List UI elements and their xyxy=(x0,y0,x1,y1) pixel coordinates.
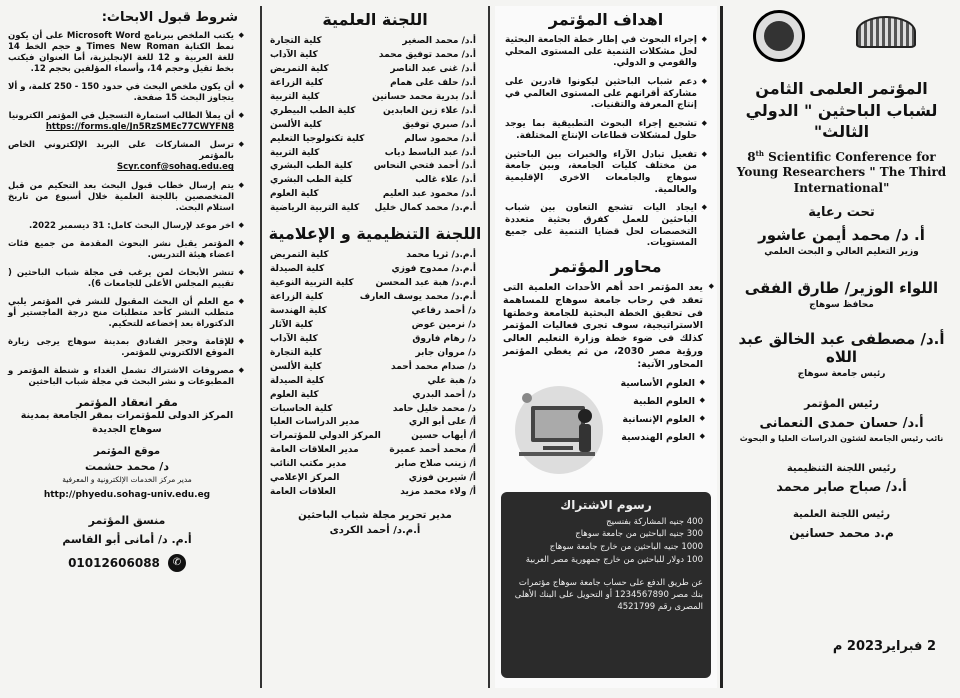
member-name: أ.م.د/ ممدوح فوزي xyxy=(391,264,476,275)
list-item: ◆ اخر موعد لإرسال البحث كامل: 31 ديسمبر 2022. xyxy=(8,221,244,232)
axes-intro: ◆ يعد المؤتمر احد أهم الأحداث العلمية التى تعقد في رحاب جامعة سوهاج للمساهمة فى تحقيق الخطة البحثية للجامعة وخطتها الاستراتيجية، سوف تجرى فعاليات المؤتمر كذلك فى ضوء خطة وزارة التعليم العالى ورؤية مصر 2030، من ثم يغطي المؤتمر المحاور الآتية: xyxy=(495,282,717,372)
committee-row xyxy=(262,147,488,161)
website-url-link[interactable]: http://phyedu.sohag-univ.edu.eg xyxy=(43,489,211,500)
registration-form-link[interactable]: https://forms.gle/Jn5RzSMEc77CWYFN8 xyxy=(45,122,234,133)
patron-minister-role: وزير التعليم العالي و البحث العلمي xyxy=(764,246,919,257)
member-name: أ.د/ غنى عبد الناصر xyxy=(390,63,476,74)
axes-list xyxy=(620,378,705,450)
committee-row xyxy=(262,319,488,333)
member-affiliation: كلية التمريض xyxy=(270,63,329,74)
member-name: د/ نرمين عوض xyxy=(411,319,476,330)
member-affiliation: كلية التربية xyxy=(270,91,320,102)
member-name: أ/ على أبو الري xyxy=(408,417,476,428)
conference-president-role: نائب رئيس الجامعة لشئون الدراسات العليا و البحوث xyxy=(739,433,944,443)
member-affiliation: كلية العلوم xyxy=(270,389,319,400)
list-item: ◆ أن يملأ الطالب استمارة التسجيل في المؤتمر الكترونيا https://forms.gle/Jn5RzSMEc77CWYFN8 xyxy=(8,111,244,133)
committee-row xyxy=(262,63,488,77)
member-affiliation: كلية العلوم xyxy=(270,189,319,200)
member-affiliation: كلية التجارة xyxy=(270,347,322,358)
conference-title-ar: المؤتمر العلمى الثامن لشباب الباحثين " الدولي الثالث" xyxy=(745,79,938,142)
member-affiliation: كلية الزراعة xyxy=(270,77,324,88)
committee-row xyxy=(262,249,488,263)
member-affiliation: كلية التجارة xyxy=(270,36,322,46)
committee-row xyxy=(262,403,488,417)
scientific-chair-label: رئيس اللجنة العلمية xyxy=(792,508,891,520)
axes-title: محاور المؤتمر xyxy=(550,257,662,276)
member-name: أ.د/ بدرية محمد حسانين xyxy=(372,91,476,102)
committee-row xyxy=(262,486,488,500)
committee-row xyxy=(262,430,488,444)
list-item: 300 جنيه الباحثين من جامعة سوهاج xyxy=(575,529,703,540)
member-name: أ.د/ أحمد فتحي النحاس xyxy=(373,161,476,172)
member-affiliation: كلية الألسن xyxy=(270,361,322,372)
member-name: أ.م.د/ ثريا محمد xyxy=(406,250,476,261)
member-name: أ/ ولاء محمد مزيد xyxy=(400,487,476,498)
list-item: ◆ مع العلم أن البحث المقبول للنشر في المؤتمر يلبي متطلب النشر كأحد متطلبات منح درجة الماجستير أو الدكتوراة بعد إخضاعه للتحكيم. xyxy=(8,297,244,330)
list-item: 100 دولار للباحثين من خارج جمهورية مصر العربية xyxy=(525,554,703,565)
committee-row xyxy=(262,119,488,133)
fees-box xyxy=(501,492,711,678)
list-item: ◆ للإقامة وحجز الفنادق بمدينة سوهاج يرجى زيارة الموقع الالكتروني للمؤتمر. xyxy=(8,337,244,359)
patron-governor-role: محافظ سوهاج xyxy=(809,299,874,310)
committee-row xyxy=(262,35,488,49)
member-name: د/ صدام محمد أحمد xyxy=(391,361,476,372)
committee-row xyxy=(262,347,488,361)
patron-minister-name: أ. د/ محمد أيمن عاشور xyxy=(758,225,925,244)
aims-title: اهداف المؤتمر xyxy=(548,10,664,29)
list-item: ◆ تشجيع إجراء البحوث التطبيقية بما يوجد حلول لمشكلات قطاعات الإنتاج المختلفة. xyxy=(505,119,707,142)
member-name: أ.د/ علاء زين العابدين xyxy=(382,105,476,116)
member-name: أ.د/ محمود عبد العليم xyxy=(382,189,476,200)
member-name: أ.د/ عبد الباسط دياب xyxy=(384,147,476,158)
list-item: ◆ العلوم الإنسانية xyxy=(620,414,705,425)
member-affiliation: كلية الحاسبات xyxy=(270,403,333,414)
patron-president-role: رئيس جامعة سوهاج xyxy=(797,368,886,379)
committee-row xyxy=(262,277,488,291)
committee-row xyxy=(262,133,488,147)
member-name: أ.د/ محمد توفيق محمد xyxy=(378,49,476,60)
member-affiliation: كلية الصيدلة xyxy=(270,375,325,386)
fees-payment-note: عن طريق الدفع على حساب جامعة سوهاج مؤتمرات بنك مصر 1234567890 أو التحويل على البنك الأهلى المصرى رقم 4521799 xyxy=(514,577,703,613)
axes-area xyxy=(501,376,711,488)
journal-editor-label: مدير تحرير مجلة شباب الباحثين xyxy=(298,510,452,522)
committee-row xyxy=(262,472,488,486)
member-affiliation: مدير مكتب النائب xyxy=(270,459,347,470)
fees-title: رسوم الاشتراك xyxy=(560,497,652,512)
committee-row xyxy=(262,77,488,91)
conference-date: 2 فبراير2023 م xyxy=(832,639,936,654)
member-affiliation: كلية التربية الرياضية xyxy=(270,203,360,214)
member-affiliation: المركز الإعلامي xyxy=(270,473,340,484)
member-affiliation: كلية الهندسة xyxy=(270,305,327,316)
member-affiliation: كلية الصيدلة xyxy=(270,264,325,275)
scientific-committee-list xyxy=(262,35,488,216)
committee-row xyxy=(262,160,488,174)
coordinator-label: منسق المؤتمر xyxy=(88,513,166,527)
list-item: ◆ دعم شباب الباحثين ليكونوا قادرين على مشاركة أقرانهم على المستوى العالمي في إنتاج المعرفة والتقنيات. xyxy=(505,77,707,112)
committee-row xyxy=(262,333,488,347)
organizing-committee-title: اللجنة التنظيمية و الإعلامية xyxy=(268,224,482,244)
member-name: د/ أحمد البدري xyxy=(412,389,476,400)
committee-row xyxy=(262,202,488,216)
member-name: أ/ شيرين فوزي xyxy=(408,473,476,484)
member-name: د/ محمد خليل حامد xyxy=(392,403,476,414)
coordinator-name: أ.م. د/ أمانى أبو القاسم xyxy=(62,532,192,546)
patron-president-name: أ.د/ مصطفى عبد الخالق عبد اللاه xyxy=(738,329,945,366)
coordinator-phone xyxy=(0,554,254,572)
committee-row xyxy=(262,91,488,105)
conditions-title: شروط قبول الابحاث: xyxy=(101,10,238,25)
whatsapp-icon: ✆ xyxy=(168,554,186,572)
member-name: أ.م.د/ هبة عبد المحسن xyxy=(375,278,476,289)
member-affiliation: مدير العلاقات العامة xyxy=(270,445,359,456)
committee-row xyxy=(262,361,488,375)
committee-row xyxy=(262,305,488,319)
member-name: د/ مروان جابر xyxy=(415,347,476,358)
list-item: ◆ العلوم الهندسية xyxy=(620,432,705,443)
member-name: أ/ زينب صلاح صابر xyxy=(395,459,476,470)
list-item: 1000 جنيه الباحثين من خارج جامعة سوهاج xyxy=(549,542,703,553)
fees-list xyxy=(509,516,703,567)
venue-label: مقر انعقاد المؤتمر xyxy=(76,396,178,410)
member-name: أ/ محمد أحمد عميرة xyxy=(389,445,476,456)
member-name: د/ رهام فاروق xyxy=(412,333,476,344)
logos-row xyxy=(723,6,960,68)
list-item: ◆ يتم إرسال خطاب قبول البحث بعد التحكيم من قبل المتخصصين باللجنة العلمية خلال أسبوع من تاريخ استلام البحث. xyxy=(8,181,244,214)
committee-row xyxy=(262,389,488,403)
aims-list xyxy=(495,35,717,250)
patronage-label: تحت رعاية xyxy=(808,204,875,220)
member-affiliation: كلية الآداب xyxy=(270,49,318,60)
website-manager-role: مدير مركز الخدمات الإلكترونية و المعرفية xyxy=(62,474,192,484)
member-affiliation: المركز الدولي للمؤتمرات xyxy=(270,431,381,442)
list-item: ◆ العلوم الطبية xyxy=(620,396,705,407)
website-manager-name: د/ محمد حشمت xyxy=(85,459,169,473)
list-item: 400 جنيه المشاركة بفنسيج xyxy=(606,516,703,527)
faculty-logo xyxy=(826,10,946,62)
organizing-chair-name: أ.د/ صباح صابر محمد xyxy=(776,479,907,495)
list-item: ◆ المؤتمر يقبل نشر البحوث المقدمة من جميع فئات اعضاء هيئة التدريس. xyxy=(8,239,244,261)
conference-president-label: رئيس المؤتمر xyxy=(804,396,879,410)
list-item: ◆ أن يكون ملخص البحث في حدود 150 - 250 كلمة، و ألا يتجاوز البحث 15 صفحة. xyxy=(8,82,244,104)
member-affiliation: العلاقات العامة xyxy=(270,487,336,498)
member-affiliation: كلية الآثار xyxy=(270,319,313,330)
university-seal-logo xyxy=(753,10,805,62)
list-item: ◆ مصروفات الاشتراك تشمل الغداء و شنطة المؤتمر و المطبوعات و نشر البحث في مجلة شباب الباحثين xyxy=(8,366,244,388)
committee-row xyxy=(262,49,488,63)
committee-row xyxy=(262,263,488,277)
patron-governor-name: اللواء الوزير/ طارق الفقى xyxy=(744,278,939,297)
scientific-committee-title: اللجنة العلمية xyxy=(322,10,428,29)
member-affiliation: كلية التمريض xyxy=(270,250,329,261)
cover-panel xyxy=(720,6,960,688)
member-affiliation: كلية الألسن xyxy=(270,119,322,130)
committee-row xyxy=(262,291,488,305)
committees-panel xyxy=(260,6,490,688)
list-item: ◆ إجراء البحوث في إطار خطة الجامعة البحثية لحل مشكلات التنمية على المستوى المحلي والقومي و الدولي. xyxy=(505,35,707,70)
member-name: د/ هبة علي xyxy=(427,375,476,386)
member-name: أ.م.د/ محمد كمال خليل xyxy=(374,203,476,214)
member-name: أ/ أيهاب حسين xyxy=(411,431,476,442)
organizing-chair-label: رئيس اللجنة التنظيمية xyxy=(786,462,897,474)
member-affiliation: كلية الآداب xyxy=(270,333,318,344)
scientific-chair-name: م.د محمد حسانين xyxy=(789,525,894,540)
venue-text: المركز الدولى للمؤتمرات بمقر الجامعة بمدينة سوهاج الجديدة xyxy=(20,410,234,435)
conference-email-link[interactable]: Scyr.conf@sohag.edu.eg xyxy=(116,162,234,173)
member-name: د/ أحمد رفاعي xyxy=(411,305,476,316)
committee-row xyxy=(262,188,488,202)
member-name: أ.م.د/ محمد يوسف العارف xyxy=(359,292,476,302)
website-label: موقع المؤتمر xyxy=(93,445,161,457)
member-affiliation: كلية التربية xyxy=(270,147,320,158)
list-item: ◆ تنشر الأبحاث لمن يرغب فى مجلة شباب الباحثين ( تقييم المجلس الأعلى للجامعات 6). xyxy=(8,268,244,290)
member-affiliation: كلية تكنولوجيا التعليم xyxy=(270,133,365,144)
member-affiliation: مدير الدراسات العليا xyxy=(270,417,360,428)
list-item: ◆ يكتب الملخص ببرنامج Microsoft Word على أن يكون نمط الكتابة Times New Roman و حجم الخط 14 للغة العربية و 12 للغة الإنجليزية، أما العنوان فيكتب بخط ثقيل وحجم 14، وأسماء المؤلفين بحجم 12. xyxy=(8,31,244,75)
member-affiliation: كلية الطب البشري xyxy=(270,161,353,172)
member-name: أ.د/ حلف على همام xyxy=(390,77,476,88)
aims-panel xyxy=(495,6,717,688)
committee-row xyxy=(262,375,488,389)
member-name: أ.د/ صبري توفيق xyxy=(402,119,476,130)
conditions-list xyxy=(0,31,254,388)
member-name: أ.د/ علاء غالب xyxy=(415,175,476,186)
committee-row xyxy=(262,458,488,472)
organizing-committee-list xyxy=(262,249,488,500)
list-item: ◆ تفعيل تبادل الآراء والخبرات بين الباحثين من مختلف كليات الجامعة، وبين جامعة سوهاج والجامعات الاخرى الإقليمية والعالمية. xyxy=(505,150,707,197)
list-item: ◆ ايجاد اليات تشجع التعاون بين شباب الباحثين للعمل كفرق بحثية متعددة التخصصات لحل قضايا التنمية على جميع المستويات. xyxy=(505,203,707,250)
committee-row xyxy=(262,174,488,188)
list-item: ◆ العلوم الأساسية xyxy=(620,378,705,389)
committee-row xyxy=(262,444,488,458)
journal-editor-name: أ.م.د/ أحمد الكردى xyxy=(329,525,421,537)
member-affiliation: كلية التربية النوعية xyxy=(270,278,354,289)
member-affiliation: كلية الطب البيطري xyxy=(270,105,356,116)
conference-president-name: أ.د/ حسان حمدى النعمانى xyxy=(759,415,924,431)
conditions-panel xyxy=(0,6,254,688)
coordinator-phone-number[interactable]: 01012606088 xyxy=(68,555,160,570)
committee-row xyxy=(262,416,488,430)
member-affiliation: كلية الزراعة xyxy=(270,292,324,302)
conference-title-en: 8th Scientific Conference for Young Researchers " The Third International" xyxy=(736,148,947,195)
member-name: أ.د/ محمد الصغير xyxy=(402,36,476,46)
list-item: ◆ ترسل المشاركات على البريد الإلكتروني الخاص بالمؤتمر Scyr.conf@sohag.edu.eg xyxy=(8,140,244,173)
member-affiliation: كلية الطب البشري xyxy=(270,175,353,186)
committee-row xyxy=(262,105,488,119)
member-name: أ.د/ محمود سالم xyxy=(404,133,476,144)
research-illustration-icon xyxy=(507,376,607,484)
